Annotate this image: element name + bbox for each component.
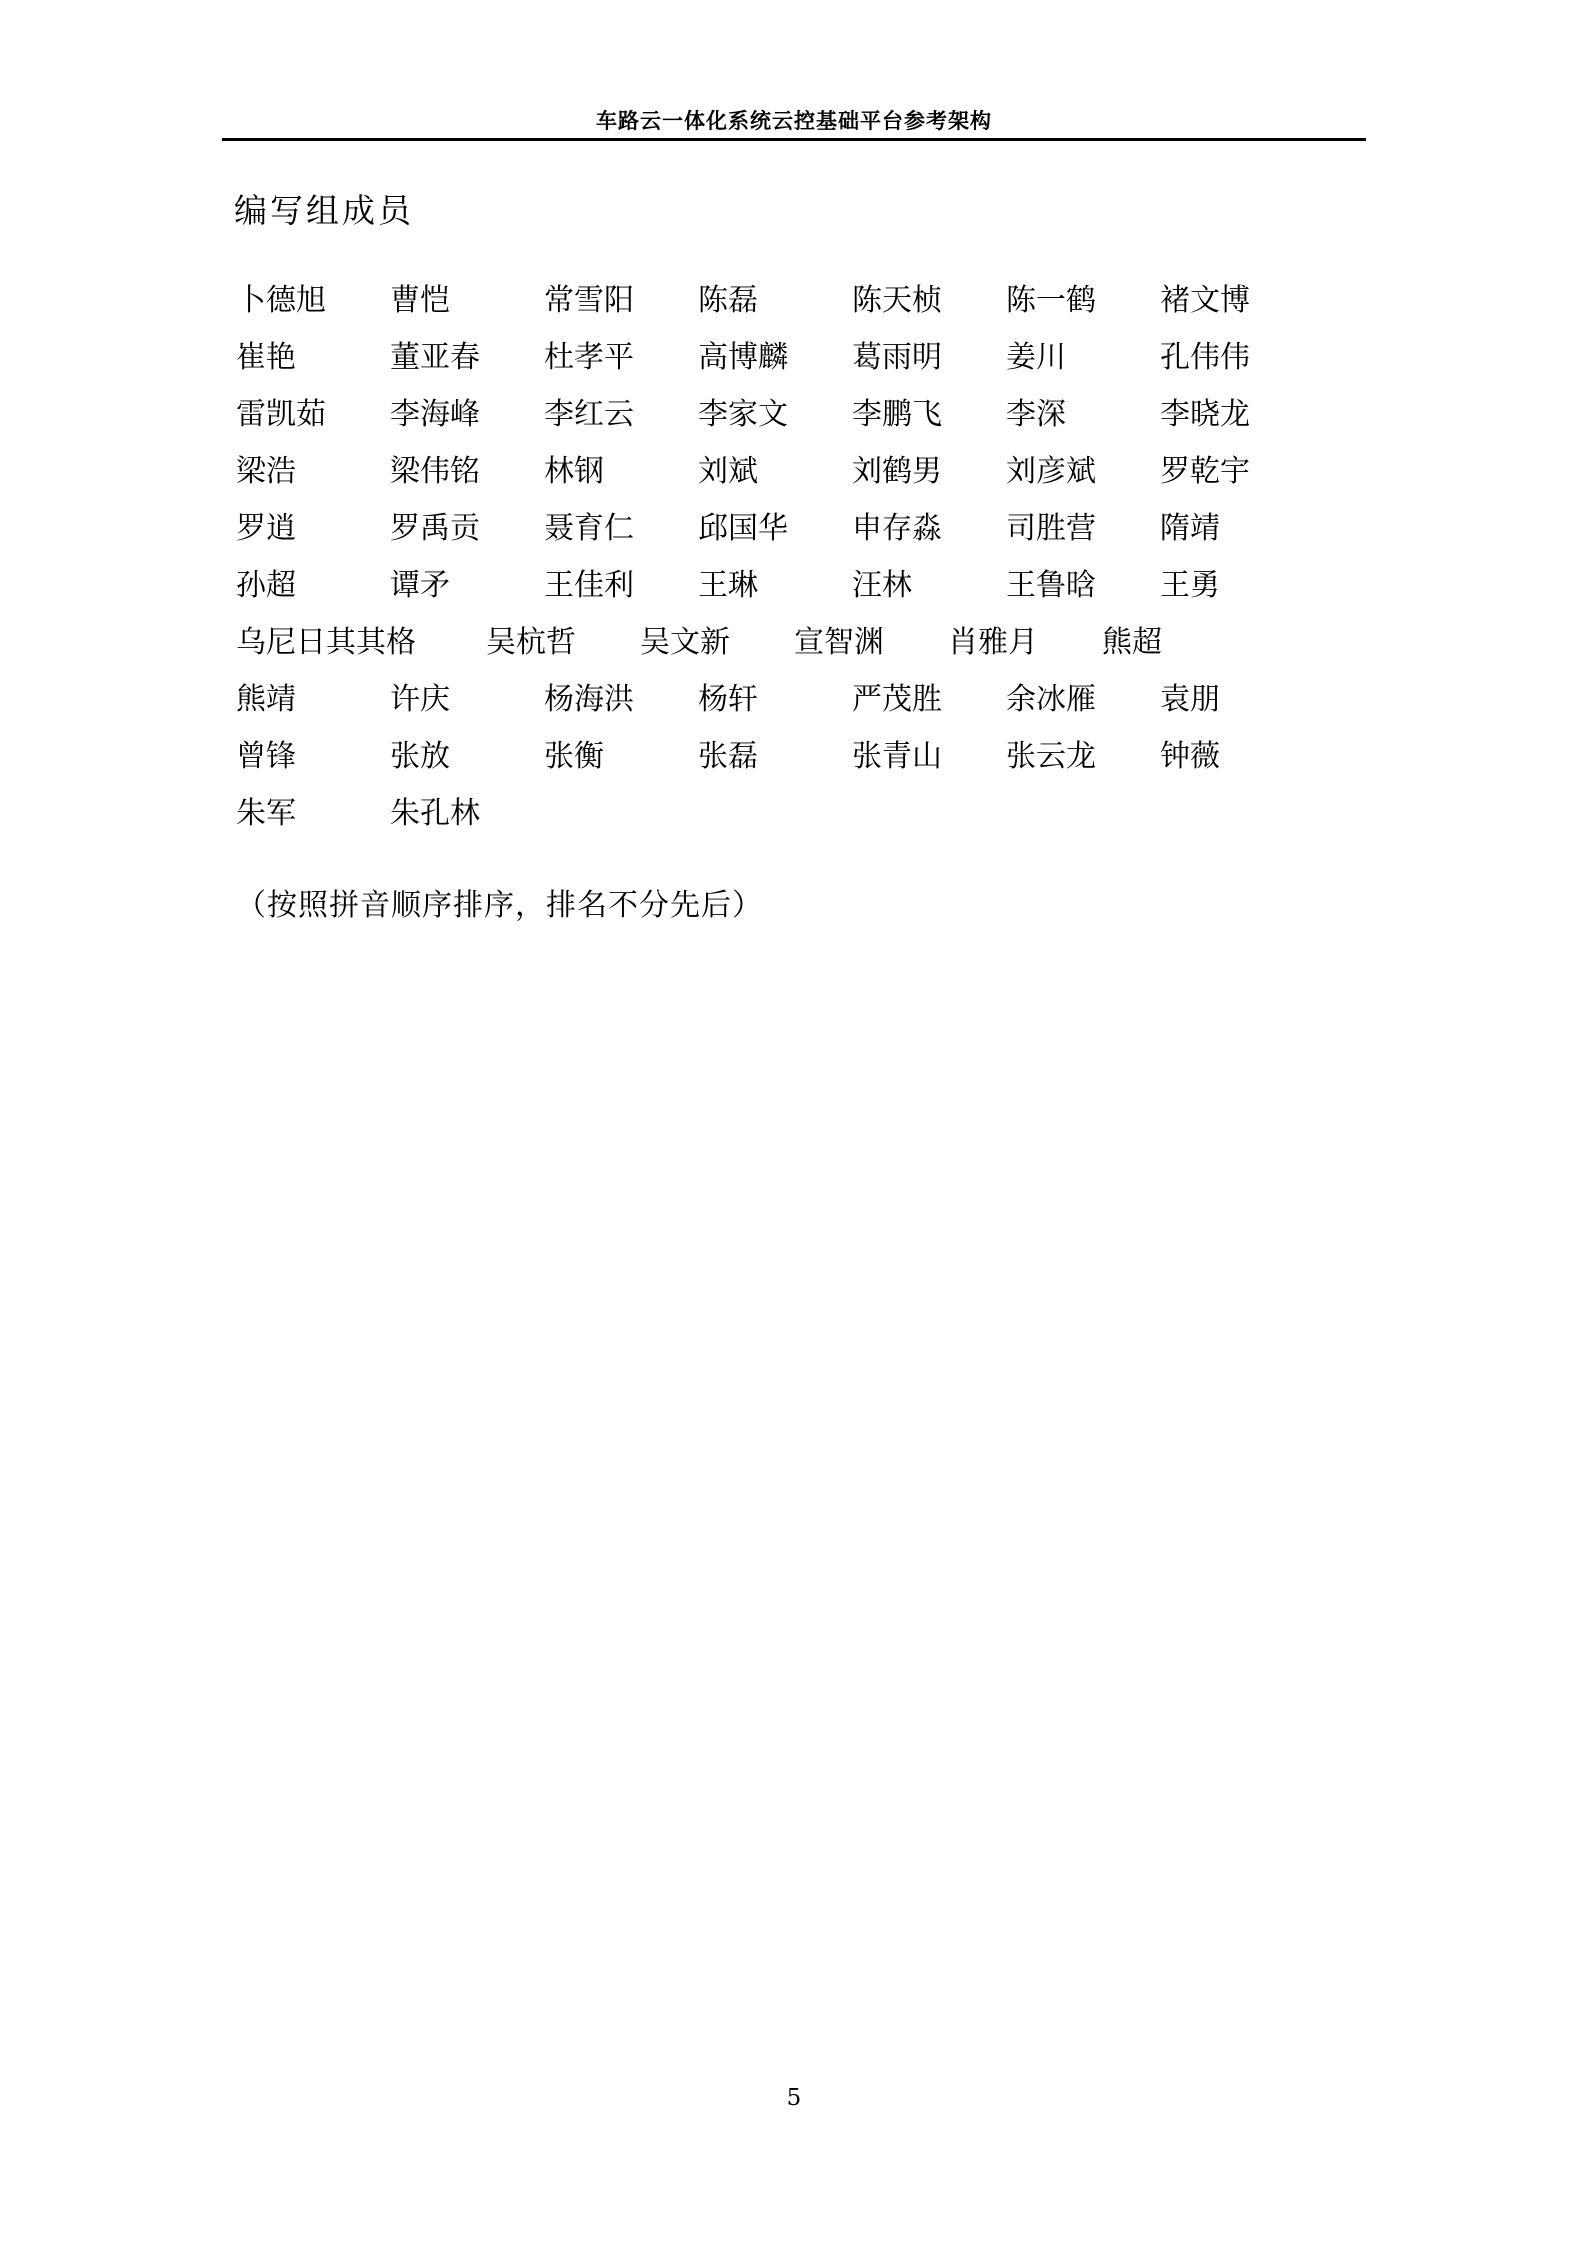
page-number: 5 (786, 2085, 802, 2111)
name-item: 李海峰 (390, 397, 480, 432)
name-item: 刘鹤男 (852, 454, 942, 489)
name-item: 杨海洪 (544, 682, 634, 717)
name-item: 余冰雁 (1006, 682, 1096, 717)
name-row (236, 785, 1366, 842)
name-item: 曾锋 (236, 739, 296, 774)
name-item: 林钢 (544, 454, 604, 489)
name-item: 曹恺 (390, 283, 450, 318)
name-row (236, 443, 1366, 500)
name-item: 李鹏飞 (852, 397, 942, 432)
name-item: 王佳利 (544, 568, 634, 603)
name-item: 罗禹贡 (390, 511, 480, 546)
name-item: 陈磊 (698, 283, 758, 318)
page-title: 编写组成员 (234, 191, 414, 230)
name-item: 梁浩 (236, 454, 296, 489)
header-divider (222, 138, 1366, 141)
name-item: 杜孝平 (544, 340, 634, 375)
name-item: 张衡 (544, 739, 604, 774)
name-item: 许庆 (390, 682, 450, 717)
name-item: 刘斌 (698, 454, 758, 489)
ordering-note: （按照拼音顺序排序，排名不分先后） (236, 888, 763, 923)
name-item: 陈天桢 (852, 283, 942, 318)
name-item: 张青山 (852, 739, 942, 774)
name-row (236, 614, 1366, 671)
name-item: 褚文博 (1160, 283, 1250, 318)
name-item: 吴文新 (640, 625, 730, 660)
running-header: 车路云一体化系统云控基础平台参考架构 (596, 108, 992, 133)
name-item: 申存淼 (852, 511, 942, 546)
name-item: 肖雅月 (948, 625, 1038, 660)
name-item: 聂育仁 (544, 511, 634, 546)
name-item: 罗逍 (236, 511, 296, 546)
name-item: 雷凯茹 (236, 397, 326, 432)
name-item: 隋靖 (1160, 511, 1220, 546)
name-item: 杨轩 (698, 682, 758, 717)
name-row (236, 272, 1366, 329)
name-item: 张放 (390, 739, 450, 774)
name-item: 孔伟伟 (1160, 340, 1250, 375)
name-item: 葛雨明 (852, 340, 942, 375)
name-item: 罗乾宇 (1160, 454, 1250, 489)
name-item: 孙超 (236, 568, 296, 603)
name-item: 高博麟 (698, 340, 788, 375)
contributor-list (236, 272, 1366, 842)
name-item: 张云龙 (1006, 739, 1096, 774)
name-item: 李晓龙 (1160, 397, 1250, 432)
name-item: 袁朋 (1160, 682, 1220, 717)
name-item: 陈一鹤 (1006, 283, 1096, 318)
name-row (236, 557, 1366, 614)
name-item: 卜德旭 (236, 283, 326, 318)
name-item: 谭矛 (390, 568, 450, 603)
name-item: 熊超 (1102, 625, 1162, 660)
name-row (236, 728, 1366, 785)
name-item: 姜川 (1006, 340, 1066, 375)
name-row (236, 500, 1366, 557)
name-item: 朱军 (236, 796, 296, 831)
name-item: 崔艳 (236, 340, 296, 375)
name-item: 朱孔林 (390, 796, 480, 831)
name-item: 李红云 (544, 397, 634, 432)
name-row (236, 671, 1366, 728)
name-row (236, 329, 1366, 386)
name-item: 李家文 (698, 397, 788, 432)
name-item: 邱国华 (698, 511, 788, 546)
name-item: 张磊 (698, 739, 758, 774)
name-item: 司胜营 (1006, 511, 1096, 546)
name-item: 刘彦斌 (1006, 454, 1096, 489)
name-item: 王勇 (1160, 568, 1220, 603)
name-item: 常雪阳 (544, 283, 634, 318)
name-item: 熊靖 (236, 682, 296, 717)
name-item: 王琳 (698, 568, 758, 603)
name-item: 李深 (1006, 397, 1066, 432)
name-item: 钟薇 (1160, 739, 1220, 774)
name-item: 梁伟铭 (390, 454, 480, 489)
name-row (236, 386, 1366, 443)
name-item: 宣智渊 (794, 625, 884, 660)
name-item: 王鲁晗 (1006, 568, 1096, 603)
name-item: 乌尼日其其格 (236, 625, 416, 660)
name-item: 严茂胜 (852, 682, 942, 717)
name-item: 吴杭哲 (486, 625, 576, 660)
name-item: 董亚春 (390, 340, 480, 375)
name-item: 汪林 (852, 568, 912, 603)
